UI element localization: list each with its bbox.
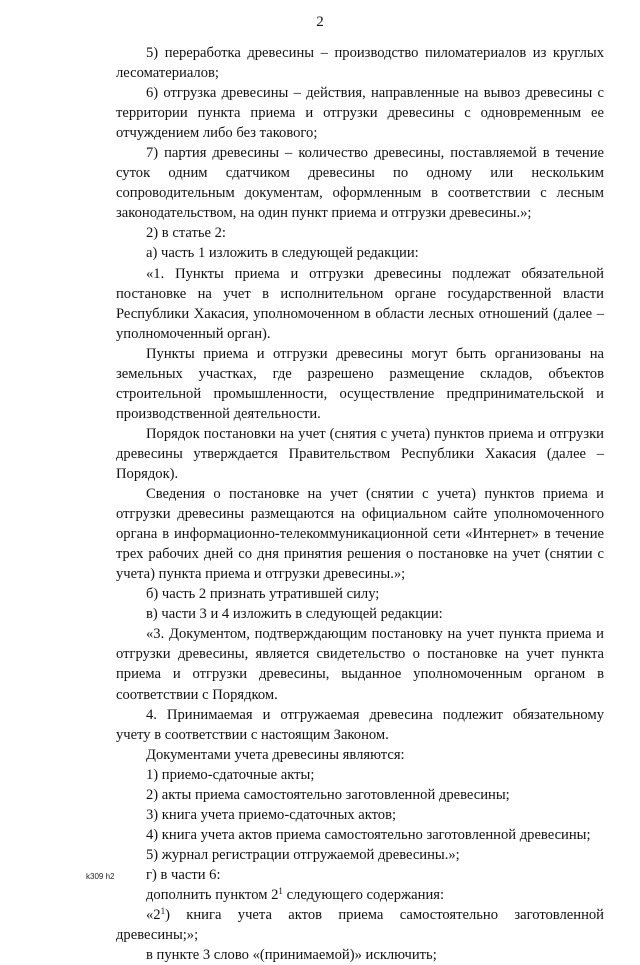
- paragraph: 2) акты приема самостоятельно заготовленной древесины;: [146, 786, 510, 803]
- paragraph: Пункты приема и отгрузки древесины могут быть организованы на земельных участках, где разрешено размещение складов, объектов строительной промышленности, осуществление предпринимательской и производственной деятельности.: [116, 345, 604, 422]
- paragraph: в пункте 3 слово «(принимаемой)» исключить;: [146, 947, 437, 964]
- paragraph: «1. Пункты приема и отгрузки древесины подлежат обязательной постановке на учет в исполнительном органе государственной власти Республики Хакасия, уполномоченном в области лесных отношений (далее – уполномоченный орган).: [116, 265, 604, 342]
- paragraph: б) часть 2 признать утратившей силу;: [146, 586, 380, 603]
- clause-add-text: следующего содержания:: [282, 886, 445, 903]
- clause-add-text: дополнить пунктом 2: [146, 886, 279, 903]
- paragraph: г) в части 6:: [146, 866, 221, 883]
- paragraph: «3. Документом, подтверждающим постановку на учет пункта приема и отгрузки древесины, является свидетельство о постановке на учет пункта приема и отгрузки древесины, выданное уполномоченным органом в соответствии с Порядком.: [116, 626, 604, 703]
- paragraph: 3) книга учета приемо-сдаточных актов;: [146, 806, 397, 823]
- paragraph: Сведения о постановке на учет (снятии с учета) пунктов приема и отгрузки древесины размещаются на официальном сайте уполномоченного органа в информационно-телекоммуникационной сети «Интернет» в течение трех рабочих дней со дня принятия решения о постановке на учет (снятии с учета) пункта приема и отгрузки древесины.»;: [116, 486, 604, 583]
- superscript: 1: [278, 885, 283, 896]
- superscript: 1: [160, 906, 166, 917]
- paragraph-quoted-clause: [116, 905, 604, 945]
- paragraph: 4. Принимаемая и отгружаемая древесина подлежит обязательному учету в соответствии с настоящим Законом.: [116, 706, 604, 743]
- document-body: [116, 43, 604, 965]
- footer-document-code: k309 h2: [86, 872, 115, 881]
- clause-quote-text: ) книга учета актов приема самостоятельно заготовленной древесины;»;: [116, 907, 604, 944]
- clause-quote-text: «2: [146, 907, 161, 924]
- paragraph: 7) партия древесины – количество древесины, поставляемой в течение суток одним сдатчиком древесины по одному или нескольким сопроводительным документам, оформленным в соответствии с лесным законодательством, на один пункт приема и отгрузки древесины.»;: [116, 145, 604, 222]
- paragraph: а) часть 1 изложить в следующей редакции:: [146, 245, 419, 262]
- page-number: 2: [316, 14, 324, 30]
- paragraph: 4) книга учета актов приема самостоятельно заготовленной древесины;: [146, 826, 591, 843]
- paragraph: Документами учета древесины являются:: [146, 746, 405, 763]
- paragraph: Порядок постановки на учет (снятия с учета) пунктов приема и отгрузки древесины утверждается Правительством Республики Хакасия (далее – Порядок).: [116, 425, 604, 482]
- paragraph: 5) журнал регистрации отгружаемой древесины.»;: [146, 846, 460, 863]
- paragraph: 1) приемо-сдаточные акты;: [146, 766, 315, 783]
- paragraph: 2) в статье 2:: [146, 225, 226, 242]
- paragraph-add-clause: [116, 885, 604, 905]
- paragraph: 6) отгрузка древесины – действия, направленные на вывоз древесины с территории пункта приема и отгрузки древесины с одновременным ее отчуждением либо без такового;: [116, 85, 604, 142]
- paragraph: в) части 3 и 4 изложить в следующей редакции:: [146, 606, 443, 623]
- paragraph: 5) переработка древесины – производство пиломатериалов из круглых лесоматериалов;: [116, 45, 604, 82]
